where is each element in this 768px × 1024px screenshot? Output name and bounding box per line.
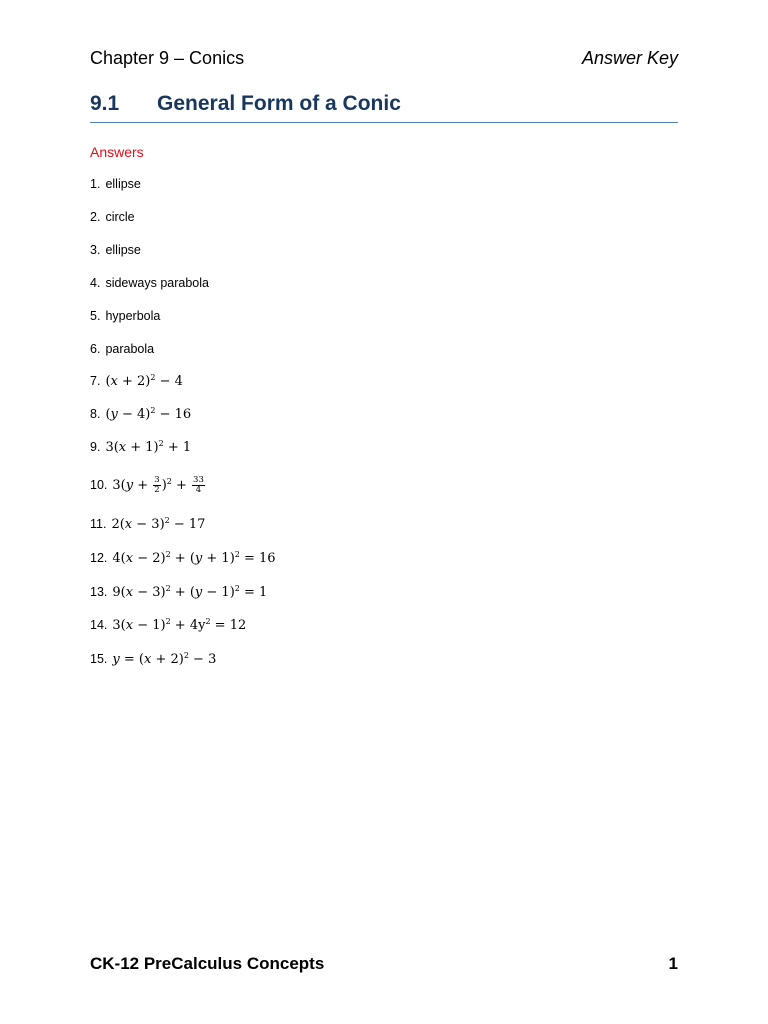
answer-number: 13.	[90, 585, 108, 599]
answer-expression: $y = (x + 2)^2 - 3$	[112, 651, 217, 667]
answer-number: 12.	[90, 551, 108, 565]
answer-number: 1.	[90, 177, 101, 191]
answer-text: circle	[105, 210, 135, 224]
answer-number: 7.	[90, 374, 101, 388]
answer-number: 5.	[90, 309, 101, 323]
answer-number: 11.	[90, 517, 107, 531]
answer-text: ellipse	[105, 243, 141, 257]
answer-text: hyperbola	[105, 309, 161, 323]
answer-expression: $(y - 4)^2 - 16$	[105, 406, 192, 422]
answer-item	[90, 177, 141, 191]
answer-expression: $3(x - 1)^2 + 4y^2 = 12$	[112, 617, 247, 633]
answer-expression: $(x + 2)^2 - 4$	[105, 373, 183, 389]
answer-text: parabola	[105, 342, 155, 356]
answer-number: 14.	[90, 618, 108, 632]
answer-number: 4.	[90, 276, 101, 290]
answer-key-label: Answer Key	[581, 48, 678, 68]
answer-item	[90, 276, 209, 290]
answer-number: 6.	[90, 342, 101, 356]
answer-number: 9.	[90, 440, 101, 454]
answer-number: 8.	[90, 407, 101, 421]
page-header	[90, 48, 678, 69]
answer-item	[90, 243, 141, 257]
answer-expression: $2(x - 3)^2 - 17$	[111, 516, 206, 532]
answer-item	[90, 407, 191, 422]
answer-expression: $3(x + 1)^2 + 1$	[105, 439, 192, 455]
answer-item	[90, 652, 216, 667]
chapter-title: Chapter 9 – Conics	[90, 48, 245, 68]
answer-expression: 3(y + $\frac{3}{2}$ )$^2$ + $\frac{33}{4}$	[112, 475, 204, 495]
section-number: 9.1	[90, 92, 120, 115]
answer-item	[90, 551, 276, 566]
answer-item	[90, 374, 183, 389]
answer-item	[90, 342, 154, 356]
answer-item	[90, 618, 246, 633]
page-footer	[90, 954, 678, 974]
answer-expression: $4(x - 2)^2 + (y + 1)^2 = 16$	[112, 550, 276, 566]
answer-text: sideways parabola	[105, 276, 209, 290]
answer-number: 10.	[90, 478, 108, 492]
answer-item	[90, 440, 191, 455]
answer-item	[90, 309, 160, 323]
book-title: CK-12 PreCalculus Concepts	[90, 954, 325, 973]
section-title: General Form of a Conic	[157, 92, 401, 115]
answer-number: 2.	[90, 210, 101, 224]
answer-expression: $9(x - 3)^2 + (y - 1)^2 = 1$	[112, 584, 268, 600]
answer-text: ellipse	[105, 177, 141, 191]
answer-item	[90, 585, 267, 600]
answers-label: Answers	[90, 144, 144, 160]
answer-item	[90, 517, 205, 532]
page-number: 1	[668, 954, 678, 973]
answer-number: 15.	[90, 652, 108, 666]
answer-number: 3.	[90, 243, 101, 257]
section-heading	[90, 92, 678, 123]
answer-item	[90, 476, 206, 495]
answer-item	[90, 210, 135, 224]
